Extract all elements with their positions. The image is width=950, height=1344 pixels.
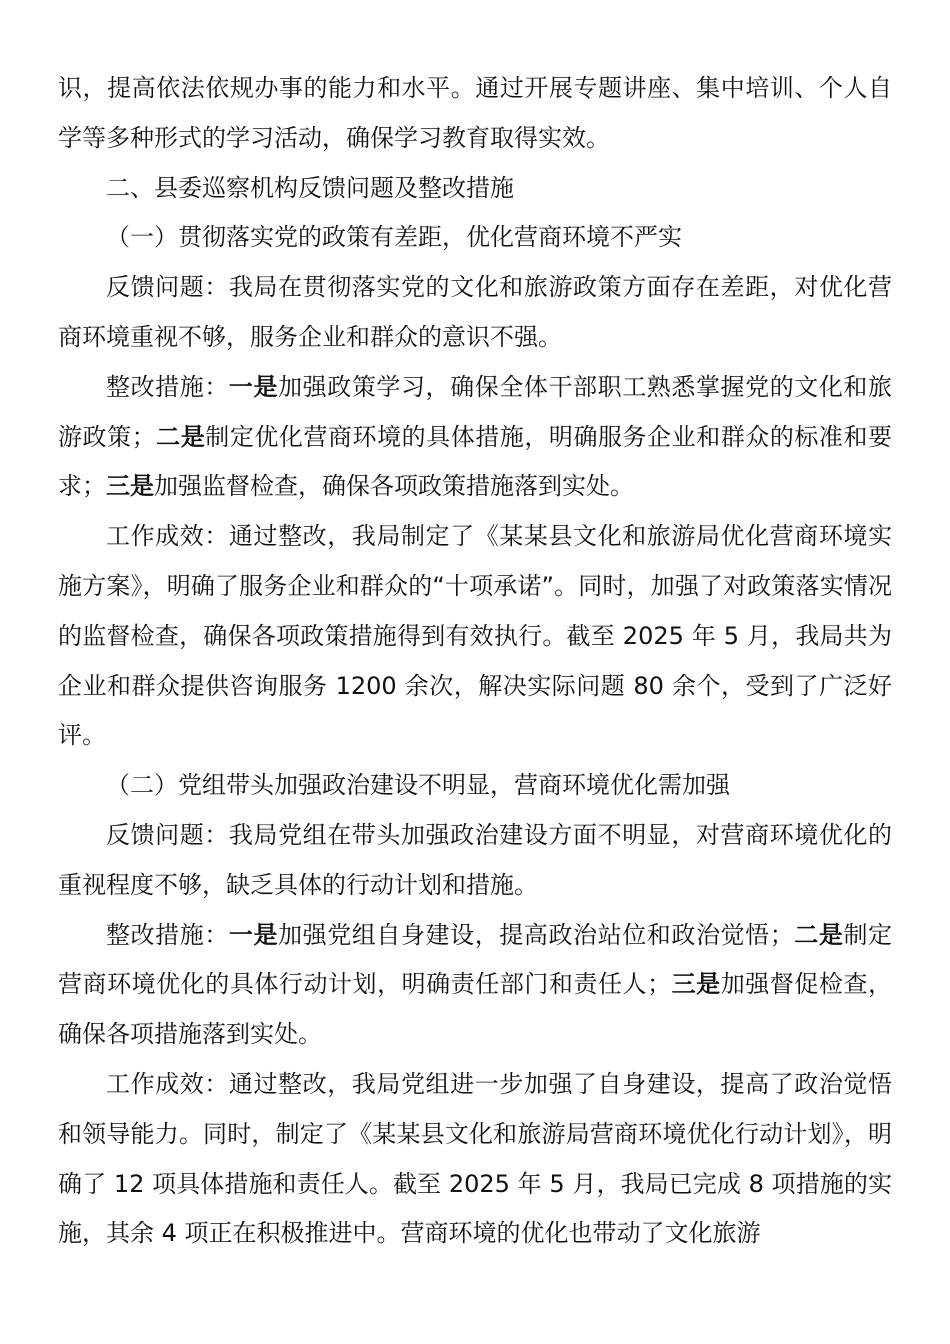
results-paragraph-1: 工作成效：通过整改，我局制定了《某某县文化和旅游局优化营商环境实施方案》，明确了服务企业和群众的“十项承诺”。同时，加强了对政策落实情况的监督检查，确保各项政策措施得到有效执行。截至 2025 年 5 月，我局共为企业和群众提供咨询服务 1200 余次，解决实际问题 80 余个，受到了广泛好评。 — [58, 522, 892, 750]
measure-key-3: 三是 — [671, 970, 721, 999]
paragraph-continuation: 识，提高依法依规办事的能力和水平。通过开展专题讲座、集中培训、个人自学等多种形式的学习活动，确保学习教育取得实效。 — [58, 74, 892, 152]
measure-key-2: 二是 — [793, 920, 844, 949]
measures-lead: 整改措施： — [106, 372, 229, 401]
measure-key-1: 一是 — [228, 372, 279, 401]
measure-text-3: 加强监督检查，确保各项政策措施落到实处。 — [154, 472, 634, 501]
measure-text-3: 加强督促检查，确保各项措施落到实处。 — [58, 970, 893, 1049]
measures-lead: 整改措施： — [106, 920, 229, 949]
document-body — [58, 64, 892, 1259]
measure-text-2: 制定优化营商环境的具体措施，明确服务企业和群众的标准和要求； — [58, 422, 893, 501]
section-heading-2: 二、县委巡察机构反馈问题及整改措施 — [106, 173, 514, 202]
results-paragraph-2: 工作成效：通过整改，我局党组进一步加强了自身建设，提高了政治觉悟和领导能力。同时，制定了《某某县文化和旅游局营商环境优化行动计划》，明确了 12 项具体措施和责任人。截至 2025 年 5 月，我局已完成 8 项措施的实施，其余 4 项正在积极推进中。营商环境的优化也带动了文化旅游 — [58, 1069, 892, 1248]
measure-text-1: 加强党组自身建设，提高政治站位和政治觉悟； — [278, 920, 794, 949]
subheading-2: （二）党组带头加强政治建设不明显，营商环境优化需加强 — [106, 771, 730, 800]
subheading-1: （一）贯彻落实党的政策有差距，优化营商环境不严实 — [106, 223, 682, 252]
measures-paragraph-1 — [58, 363, 892, 512]
measure-text-1: 加强政策学习，确保全体干部职工熟悉掌握党的文化和旅游政策； — [58, 372, 893, 451]
feedback-paragraph-1: 反馈问题：我局在贯彻落实党的文化和旅游政策方面存在差距，对优化营商环境重视不够，服务企业和群众的意识不强。 — [58, 273, 892, 351]
measure-key-2: 二是 — [155, 422, 206, 451]
measures-paragraph-2 — [58, 911, 892, 1060]
measure-key-1: 一是 — [228, 920, 279, 949]
measure-text-2: 制定营商环境优化的具体行动计划，明确责任部门和责任人； — [58, 920, 893, 999]
measure-key-3: 三是 — [106, 472, 154, 501]
feedback-paragraph-2: 反馈问题：我局党组在带头加强政治建设方面不明显，对营商环境优化的重视程度不够，缺乏具体的行动计划和措施。 — [58, 820, 892, 899]
